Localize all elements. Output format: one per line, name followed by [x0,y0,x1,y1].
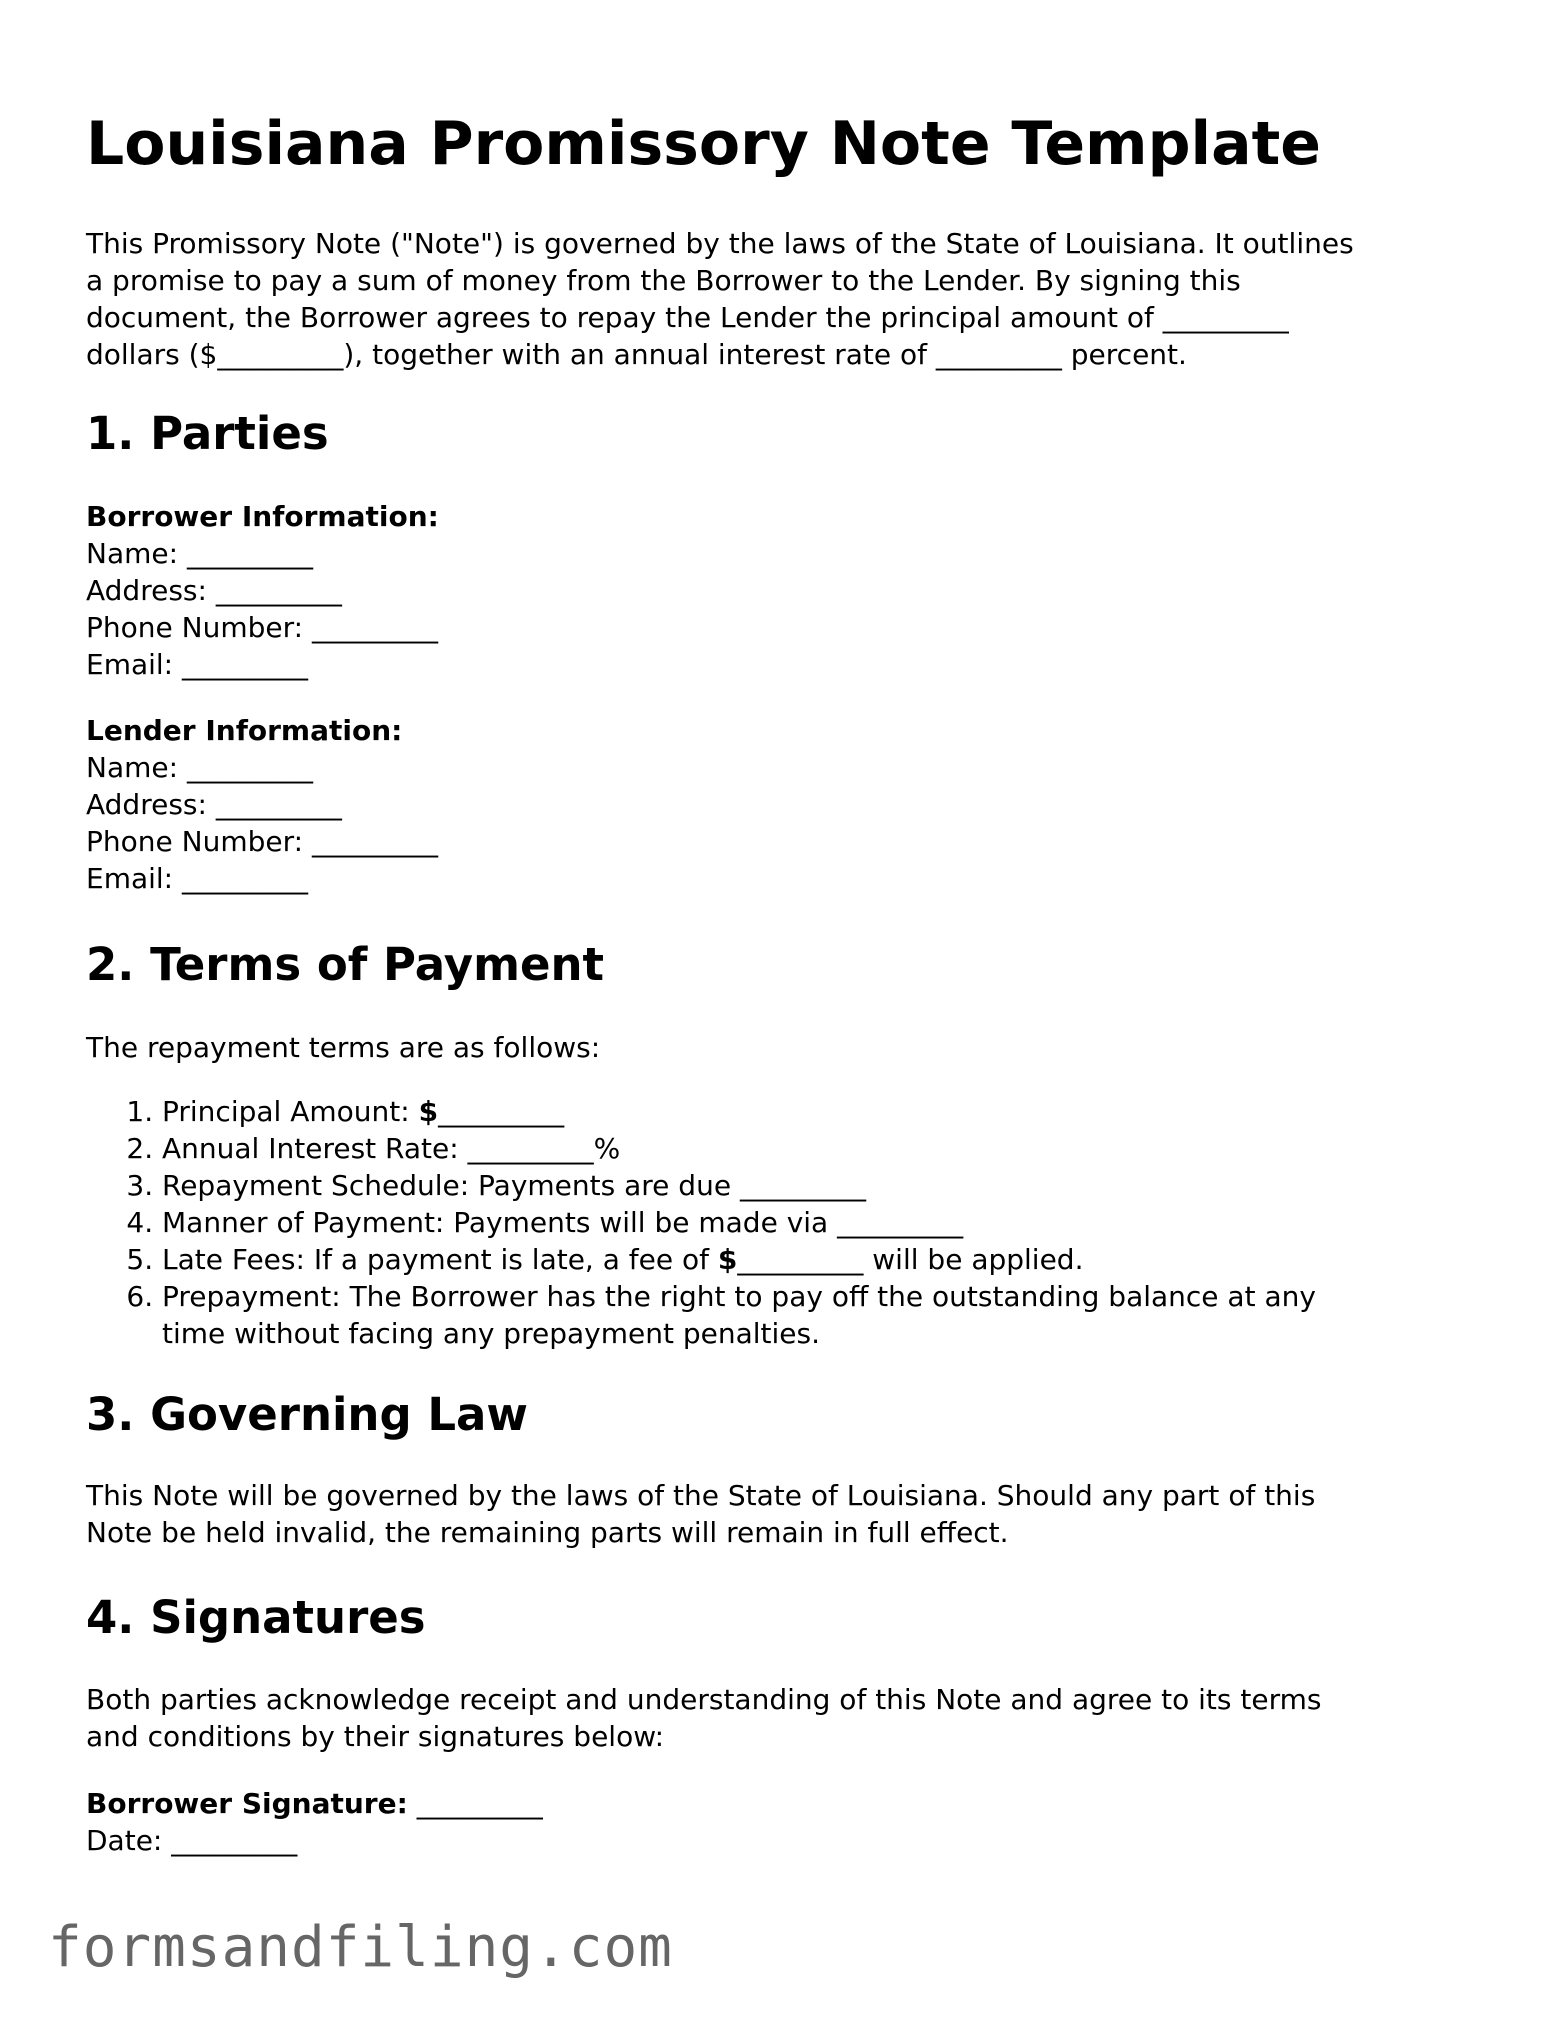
borrower-signature-blank: _________ [407,1787,543,1820]
term-item-late-fees: 5. Late Fees: If a payment is late, a fee of $_________ will be applied. [162,1241,1492,1278]
signature-date-field: Date: _________ [86,1824,298,1857]
borrower-info-block [86,498,439,683]
term-item-prepayment: 6. Prepayment: The Borrower has the right to pay off the outstanding balance at any time without facing any prepayment penalties. [162,1278,1492,1352]
signature-block [86,1785,543,1859]
term-item-manner: 4. Manner of Payment: Payments will be made via _________ [162,1204,1492,1241]
borrower-name-field: Name: _________ [86,537,313,570]
lender-info-heading: Lender Information: [86,714,403,747]
lender-address-field: Address: _________ [86,788,342,821]
borrower-signature-line [86,1785,543,1822]
intro-line: a promise to pay a sum of money from the Borrower to the Lender. By signing this [86,264,1241,297]
intro-line: dollars ($_________), together with an annual interest rate of _________ percent. [86,338,1187,371]
intro-line: document, the Borrower agrees to repay the Lender the principal amount of _________ [86,301,1289,334]
section-heading-payment: 2. Terms of Payment [86,938,605,991]
term-item-schedule: 3. Repayment Schedule: Payments are due _________ [162,1167,1492,1204]
signatures-paragraph: Both parties acknowledge receipt and understanding of this Note and agree to its terms and conditions by their signatures below: [86,1683,1322,1753]
section-heading-signatures: 4. Signatures [86,1591,426,1644]
lender-info-block [86,712,438,897]
borrower-email-field: Email: _________ [86,648,309,681]
watermark: formsandfiling.com [48,1915,673,1980]
lender-email-field: Email: _________ [86,862,309,895]
payment-intro: The repayment terms are as follows: [86,1031,601,1064]
section-heading-governing-law: 3. Governing Law [86,1388,528,1441]
intro-line: This Promissory Note ("Note") is governed by the laws of the State of Louisiana. It outlines [86,227,1354,260]
borrower-info-heading: Borrower Information: [86,500,439,533]
intro-paragraph [86,225,1486,373]
lender-phone-field: Phone Number: _________ [86,825,438,858]
borrower-signature-label: Borrower Signature: [86,1787,408,1820]
term-item-interest: 2. Annual Interest Rate: _________% [162,1130,1492,1167]
borrower-address-field: Address: _________ [86,574,342,607]
lender-name-field: Name: _________ [86,751,313,784]
payment-terms-list [86,1093,1492,1352]
term-item-principal: 1. Principal Amount: $_________ [162,1093,1492,1130]
governing-law-paragraph: This Note will be governed by the laws of the State of Louisiana. Should any part of this Note be held invalid, the remaining parts will remain in full effect. [86,1479,1316,1549]
borrower-phone-field: Phone Number: _________ [86,611,438,644]
document-title: Louisiana Promissory Note Template [86,109,1321,179]
section-heading-parties: 1. Parties [86,407,329,460]
